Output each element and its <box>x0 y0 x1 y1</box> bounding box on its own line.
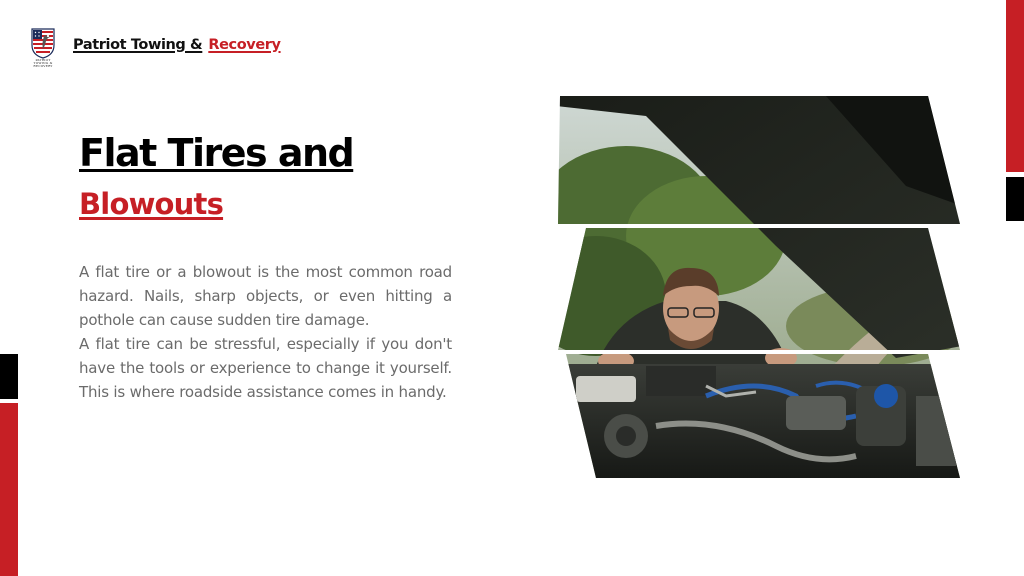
logo-caption-title: PATRIOT <box>35 58 51 62</box>
paragraph-flat-tire-causes: A flat tire or a blowout is the most common road hazard. Nails, sharp objects, or even hitting a pothole can cause sudden tire damage. <box>79 263 452 329</box>
accent-bar-left-red <box>0 403 18 576</box>
paragraph-roadside-assistance: A flat tire can be stressful, especially if you don't have the tools or experience to change it yourself. This is where roadside assistance comes in handy. <box>79 335 452 401</box>
brand-title <box>73 37 281 53</box>
logo <box>28 27 58 67</box>
brand-title-part1: Patriot Towing & <box>73 37 203 53</box>
page-title <box>79 128 353 226</box>
page-title-line1: Flat Tires and <box>79 131 354 175</box>
body-text <box>79 260 452 404</box>
accent-bar-left-black <box>0 354 18 399</box>
page-title-line2: Blowouts <box>79 187 224 221</box>
mechanic-engine-photo <box>556 96 962 480</box>
accent-bar-right-red <box>1006 0 1024 172</box>
logo-caption-subtitle: TOWING & RECOVERY <box>33 61 53 68</box>
accent-bar-right-black <box>1006 177 1024 221</box>
brand-title-part2: Recovery <box>208 37 281 53</box>
flag-eagle-logo-icon <box>28 27 58 59</box>
